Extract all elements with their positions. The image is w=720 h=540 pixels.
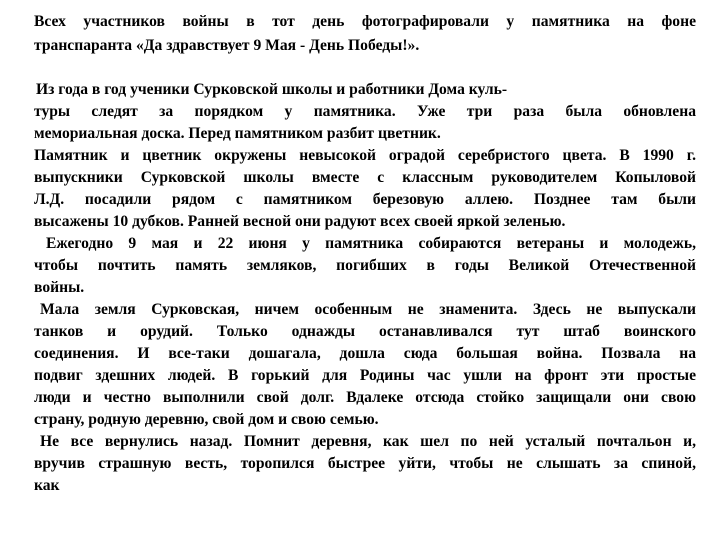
text-line: танков и орудий. Только однажды останавливался тут штаб воинского: [34, 323, 696, 340]
text-line: высажены 10 дубков. Ранней весной они радуют всех своей яркой зеленью.: [34, 213, 566, 230]
text-line: соединения. И все-таки дошагала, дошла сюда большая война. Позвала на: [34, 345, 696, 362]
text-line: туры следят за порядком у памятника. Уже три раза была обновлена: [34, 103, 696, 120]
text-line: Л.Д. посадили рядом с памятником березовую аллею. Позднее там были: [34, 191, 696, 208]
text-line: мемориальная доска. Перед памятником разбит цветник.: [34, 125, 441, 142]
text-line: чтобы почтить память земляков, погибших в годы Великой Отечественной: [34, 257, 696, 274]
text-line: транспаранта «Да здравствует 9 Мая - День Победы!».: [34, 37, 420, 54]
text-line: войны.: [34, 279, 85, 296]
text-line: подвиг здешних людей. В горький для Родины час ушли на фронт эти простые: [34, 367, 696, 384]
text-line: Мала земля Сурковская, ничем особенным не знаменита. Здесь не выпускали: [40, 301, 696, 318]
text-line: Из года в год ученики Сурковской школы и работники Дома куль-: [36, 81, 508, 98]
text-line: Памятник и цветник окружены невысокой оградой серебристого цвета. В 1990 г.: [34, 147, 696, 164]
text-line: Всех участников войны в тот день фотографировали у памятника на фоне: [34, 13, 696, 30]
text-line: выпускники Сурковской школы вместе с классным руководителем Копыловой: [34, 169, 696, 186]
text-line: Ежегодно 9 мая и 22 июня у памятника собираются ветераны и молодежь,: [46, 235, 696, 252]
text-line: вручив страшную весть, торопился быстрее уйти, чтобы не слышать за спиной,: [34, 455, 696, 472]
text-line: Не все вернулись назад. Помнит деревня, как шел по ней усталый почтальон и,: [40, 433, 696, 450]
text-line: страну, родную деревню, свой дом и свою семью.: [34, 411, 379, 428]
text-line: как: [34, 477, 60, 494]
text-line: люди и честно выполнили свой долг. Вдалеке отсюда стойко защищали они свою: [34, 389, 696, 406]
